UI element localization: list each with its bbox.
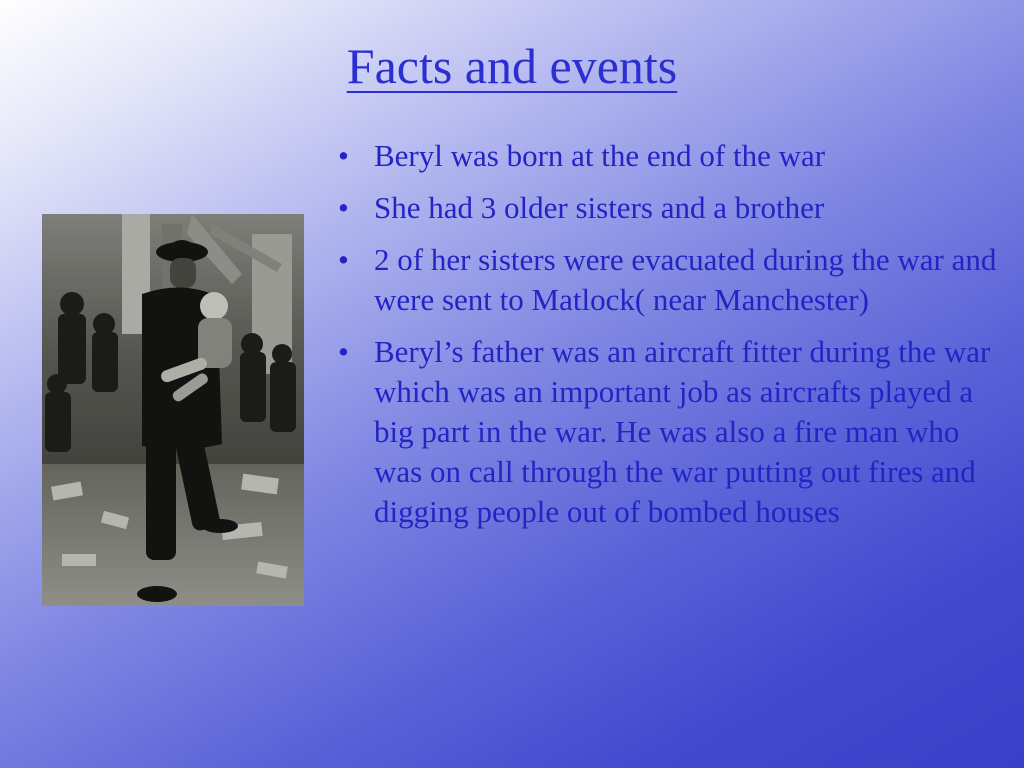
bullet-text: 2 of her sisters were evacuated during the war and were sent to Matlock( near Manchester) (374, 242, 997, 317)
bullet-item (338, 332, 998, 532)
bullet-item (338, 240, 998, 320)
bullet-text: Beryl was born at the end of the war (374, 138, 826, 173)
bullet-text: Beryl’s father was an aircraft fitter during the war which was an important job as aircrafts played a big part in the war. He was also a fire man who was on call through the war putting out fires and digging people out of bombed houses (374, 334, 991, 529)
bullet-dot-icon: • (338, 138, 349, 173)
wartime-rescue-photo (42, 214, 304, 606)
slide-title: Facts and events (346, 38, 678, 94)
bullet-dot-icon: • (338, 190, 349, 225)
bullet-item (338, 188, 998, 228)
bullet-dot-icon: • (338, 334, 349, 369)
bullet-list (338, 136, 998, 544)
photo-illustration (42, 214, 304, 606)
bullet-dot-icon: • (338, 242, 349, 277)
bullet-item (338, 136, 998, 176)
bullet-text: She had 3 older sisters and a brother (374, 190, 825, 225)
